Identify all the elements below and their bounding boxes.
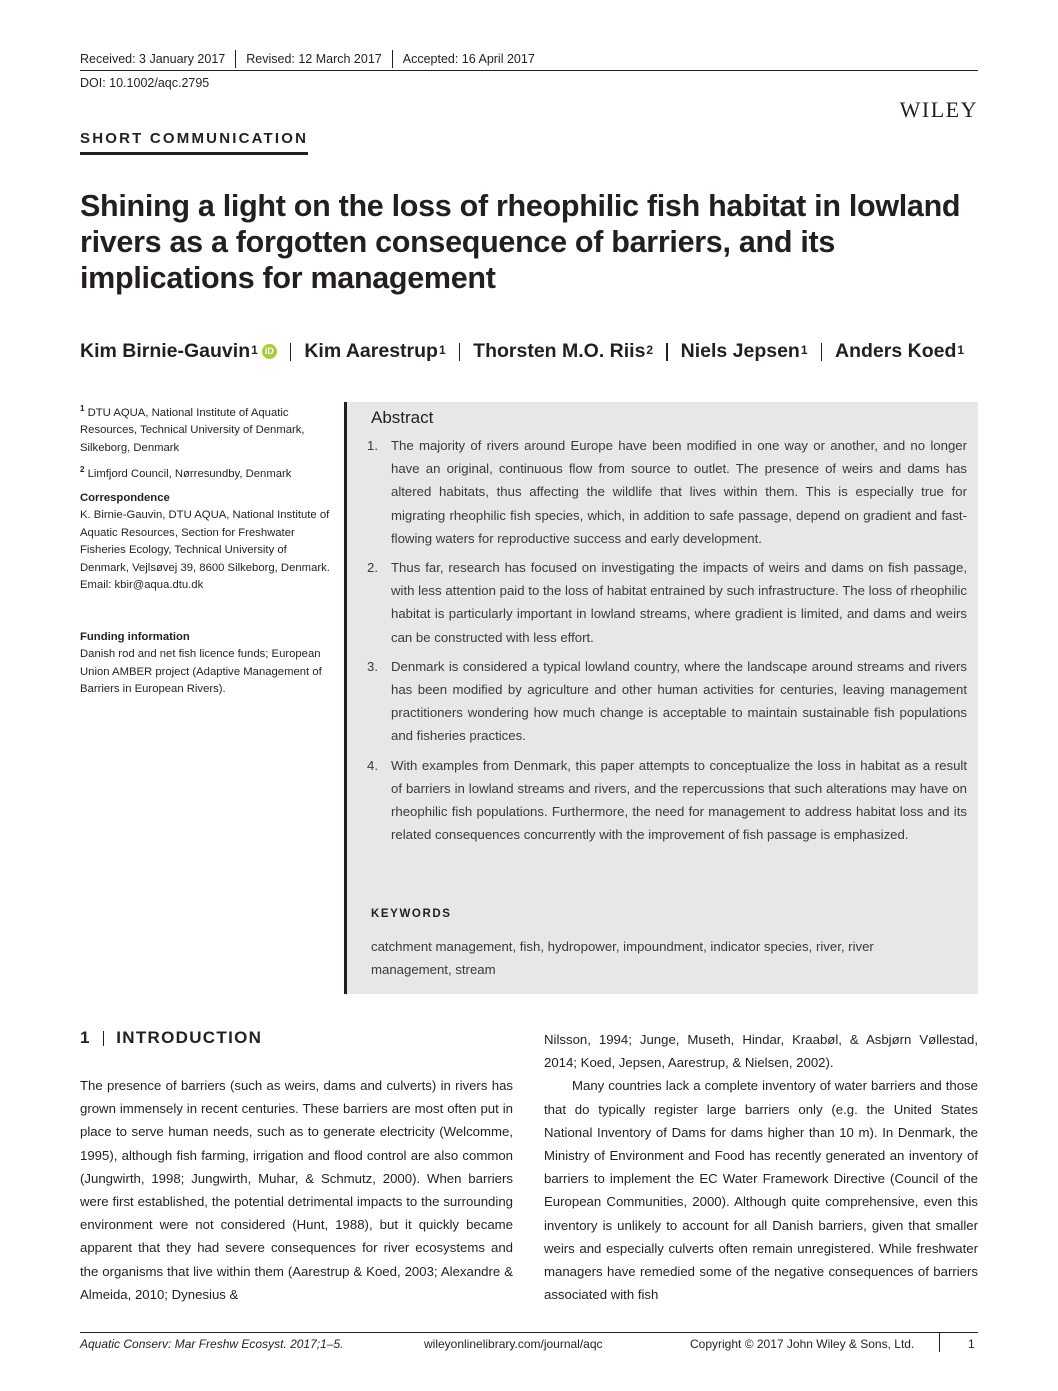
author-name[interactable]: Thorsten M.O. Riis [473, 340, 646, 362]
affiliation-text: Limfjord Council, Nørresundby, Denmark [87, 468, 292, 481]
item-text: Thus far, research has focused on investigating the impacts of weirs and dams on fish passage, with less attention paid to the loss of habitat entrained by such infrastructure. The loss of rheophilic habitat is particularly important in lowland streams, where gradient is limited, and dams and weirs can be constructed with less effort. [391, 560, 967, 645]
item-text: Denmark is considered a typical lowland country, where the landscape around streams and rivers has been modified by agriculture and other human activities for centuries, leaving management practitioners wondering how much change is acceptable to maintain sustainable fish populations and fisheries practices. [391, 658, 967, 744]
abstract-item [367, 655, 967, 748]
divider [290, 343, 292, 361]
correspondence-heading: Correspondence [80, 491, 170, 504]
correspondence-text: K. Birnie-Gauvin, DTU AQUA, National Institute of Aquatic Resources, Section for Freshwater Fisheries Ecology, Technical University of Denmark, Vejlsøvej 39, 8600 Silkeborg, Denmark. [80, 509, 330, 574]
item-number: 1. [367, 438, 378, 453]
divider [392, 50, 393, 68]
body-paragraph: Many countries lack a complete inventory of water barriers and those that do typically register large barriers only (e.g. the United States National Inventory of Dams for dams higher than 10 m). In Denmark, the Ministry of Environment and Food has recently generated an inventory of barriers to implement the EC Water Framework Directive (Council of the European Communities, 2000). Although quite comprehensive, even this inventory is unlikely to account for all Danish barriers, given that smaller weirs and especially culverts often remain unregistered. While freshwater managers have remedied some of the negative consequences of barriers associated with fish [544, 1078, 978, 1303]
keywords-text: catchment management, fish, hydropower, impoundment, indicator species, river, river management, stream [371, 939, 874, 978]
page-number: 1 [968, 1337, 975, 1351]
publisher-logo: WILEY [899, 97, 978, 122]
abstract-item [367, 556, 967, 649]
item-number: 3. [367, 658, 378, 674]
accepted-date: Accepted: 16 April 2017 [402, 52, 535, 66]
author-affiliation: 1 [251, 342, 258, 357]
author-name[interactable]: Anders Koed [835, 340, 957, 362]
author-affiliation: 1 [957, 342, 965, 357]
item-text: The majority of rivers around Europe have been modified in one way or another, and no longer have an original, continuous flow from source to outlet. The presence of weirs and dams has altered habitats, thus affecting the wildlife that lives within them. This is especially true for migrating rheophilic fish species, which, in addition to safe passage, depend on gradient and fast-flowing waters for reproductive success and early development. [391, 438, 967, 546]
item-text: With examples from Denmark, this paper attempts to conceptualize the loss in habitat as a result of barriers in lowland streams and rivers, and the repercussions that such alterations may have on rheophilic fish populations. Furthermore, the need for management to address habitat loss and its related consequences concurrently with the improvement of fish passage is emphasized. [391, 757, 967, 843]
author-name[interactable]: Niels Jepsen [680, 340, 800, 362]
author-affiliation: 2 [646, 342, 654, 357]
revised-date: Revised: 12 March 2017 [246, 52, 382, 66]
abstract-item [367, 754, 967, 847]
doi[interactable]: DOI: 10.1002/aqc.2795 [80, 76, 210, 90]
author-list [80, 340, 990, 363]
article-dates [80, 50, 535, 68]
body-column-right [544, 1028, 978, 1306]
item-number: 2. [367, 560, 378, 576]
keywords-heading: KEYWORDS [371, 908, 452, 920]
copyright: Copyright © 2017 John Wiley & Sons, Ltd. [690, 1337, 915, 1351]
divider [103, 1031, 105, 1046]
abstract-item [367, 434, 967, 550]
author-affiliation: 1 [800, 342, 808, 357]
paper-title: Shining a light on the loss of rheophilic fish habitat in lowland rivers as a forgotten consequence of barriers, and its implications for management [80, 189, 961, 295]
divider [939, 1332, 940, 1352]
author-affiliation: 1 [438, 342, 446, 357]
received-date: Received: 3 January 2017 [80, 52, 226, 66]
item-number: 4. [367, 757, 378, 773]
section-title: INTRODUCTION [116, 1028, 263, 1047]
author-name[interactable]: Kim Birnie-Gauvin [80, 340, 251, 362]
journal-citation: Aquatic Conserv: Mar Freshw Ecosyst. 2017;1–5. [80, 1337, 344, 1351]
section-heading [80, 1028, 262, 1048]
body-paragraph: Nilsson, 1994; Junge, Museth, Hindar, Kraabøl, & Asbjørn Vøllestad, 2014; Koed, Jepsen, Aarestrup, & Nielsen, 2002). [544, 1032, 978, 1071]
affiliation [80, 461, 335, 483]
divider [235, 50, 236, 68]
author-name[interactable]: Kim Aarestrup [304, 340, 438, 362]
sidebar-info [80, 400, 335, 699]
divider [666, 343, 668, 361]
abstract-heading: Abstract [371, 408, 434, 427]
article-type: SHORT COMMUNICATION [80, 130, 308, 155]
affiliation-text: DTU AQUA, National Institute of Aquatic Resources, Technical University of Denmark, Silkeborg, Denmark [80, 406, 305, 454]
divider [459, 343, 461, 361]
affiliation [80, 400, 335, 457]
body-column-left: The presence of barriers (such as weirs, dams and culverts) in rivers has grown immensely in recent centuries. These barriers are most often put in place to serve human needs, such as to generate electricity (Welcomme, 1995), although fish farming, irrigation and flood control are also common (Jungwirth, 1998; Jungwirth, Muhar, & Schmutz, 2000). When barriers were first established, the potential detrimental impacts to the surrounding environment were not considered (Hunt, 1988), but it quickly became apparent that they had severe consequences for river ecosystems and the organisms that live within them (Aarestrup & Koed, 2003; Alexandre & Almeida, 2010; Dynesius & [80, 1078, 513, 1302]
section-number: 1 [80, 1028, 91, 1047]
header-rule [80, 70, 978, 71]
affiliation-number: 2 [80, 465, 85, 475]
email[interactable]: Email: kbir@aqua.dtu.dk [80, 579, 204, 592]
footer-rule [80, 1332, 978, 1333]
affiliation-number: 1 [80, 404, 85, 413]
journal-url[interactable]: wileyonlinelibrary.com/journal/aqc [424, 1337, 603, 1351]
abstract-list [367, 434, 967, 852]
orcid-icon[interactable]: iD [262, 344, 277, 359]
funding-text: Danish rod and net fish licence funds; European Union AMBER project (Adaptive Management of Barriers in European Rivers). [80, 648, 322, 696]
funding-heading: Funding information [80, 630, 190, 643]
divider [821, 343, 823, 361]
abstract-box [344, 402, 978, 994]
